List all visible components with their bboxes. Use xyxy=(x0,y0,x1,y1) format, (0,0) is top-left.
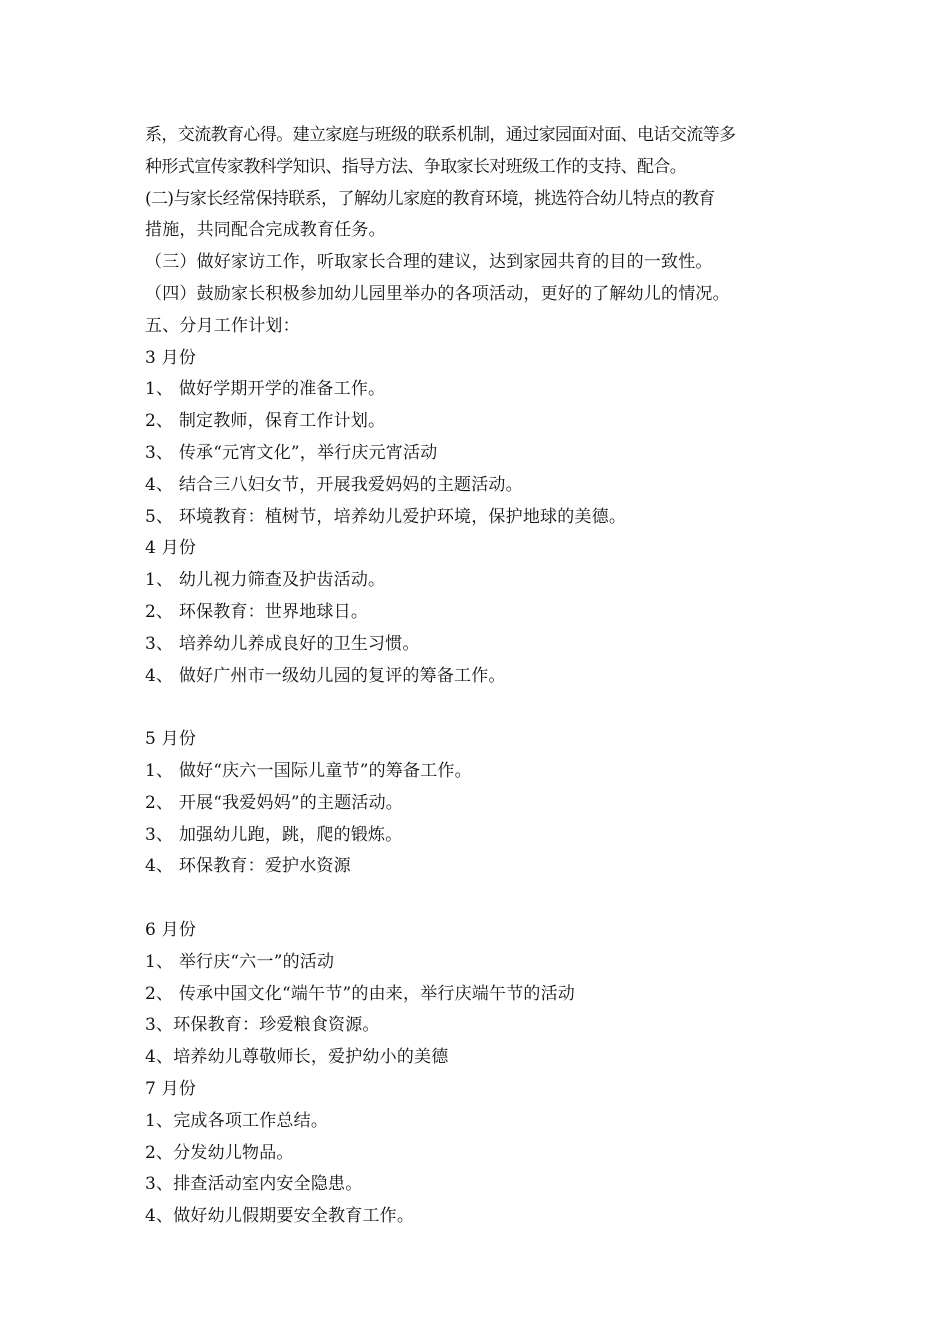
list-item: 2、 开展“我爱妈妈”的主题活动。 xyxy=(145,792,404,813)
list-item: 3、 加强幼儿跑，跳，爬的锻炼。 xyxy=(145,824,403,845)
text-line: 系，交流教育心得。建立家庭与班级的联系机制，通过家园面对面、电话交流等多 xyxy=(145,125,736,145)
section-heading: 五、分月工作计划： xyxy=(145,315,300,336)
list-item: 1、 做好学期开学的准备工作。 xyxy=(145,379,386,400)
text-line: 措施，共同配合完成教育任务。 xyxy=(145,220,386,241)
list-item: 2、 传承中国文化“端午节”的由来，举行庆端午节的活动 xyxy=(145,983,576,1004)
list-item: 2、 环保教育：世界地球日。 xyxy=(145,601,369,622)
month-heading: 3 月份 xyxy=(145,347,197,368)
blank-line xyxy=(145,883,815,915)
list-item: 3、 传承“元宵文化”，举行庆元宵活动 xyxy=(145,442,438,463)
text-line: 种形式宣传家教科学知识、指导方法、争取家长对班级工作的支持、配合。 xyxy=(145,156,687,177)
month-heading: 6 月份 xyxy=(145,919,197,940)
list-item: 1、完成各项工作总结。 xyxy=(145,1110,329,1131)
list-item: 1、 幼儿视力筛查及护齿活动。 xyxy=(145,570,386,591)
month-heading: 4 月份 xyxy=(145,538,197,559)
list-item: 5、 环境教育：植树节，培养幼儿爱护环境，保护地球的美德。 xyxy=(145,506,627,527)
month-heading: 5 月份 xyxy=(145,729,197,750)
list-item: 4、 环保教育：爱护水资源 xyxy=(145,856,351,877)
text-line: （四）鼓励家长积极参加幼儿园里举办的各项活动，更好的了解幼儿的情况。 xyxy=(145,283,730,304)
list-item: 4、做好幼儿假期要安全教育工作。 xyxy=(145,1206,415,1227)
document-body xyxy=(145,120,815,1233)
list-item: 1、 举行庆“六一”的活动 xyxy=(145,951,335,972)
list-item: 4、培养幼儿尊敬师长，爱护幼小的美德 xyxy=(145,1047,449,1068)
list-item: 2、 制定教师，保育工作计划。 xyxy=(145,411,386,432)
month-heading: 7 月份 xyxy=(145,1078,197,1099)
list-item: 2、分发幼儿物品。 xyxy=(145,1142,294,1163)
list-item: 3、排查活动室内安全隐患。 xyxy=(145,1174,363,1195)
text-line: (二)与家长经常保持联系，了解幼儿家庭的教育环境，挑选符合幼儿特点的教育 xyxy=(145,188,715,209)
list-item: 3、环保教育：珍爱粮食资源。 xyxy=(145,1015,380,1036)
list-item: 4、 结合三八妇女节，开展我爱妈妈的主题活动。 xyxy=(145,474,523,495)
list-item: 3、 培养幼儿养成良好的卫生习惯。 xyxy=(145,633,420,654)
text-line: （三）做好家访工作，听取家长合理的建议，达到家园共育的目的一致性。 xyxy=(145,252,713,273)
list-item: 4、 做好广州市一级幼儿园的复评的筹备工作。 xyxy=(145,665,506,686)
list-item: 1、 做好“庆六一国际儿童节”的筹备工作。 xyxy=(145,760,472,781)
blank-line xyxy=(145,692,815,724)
